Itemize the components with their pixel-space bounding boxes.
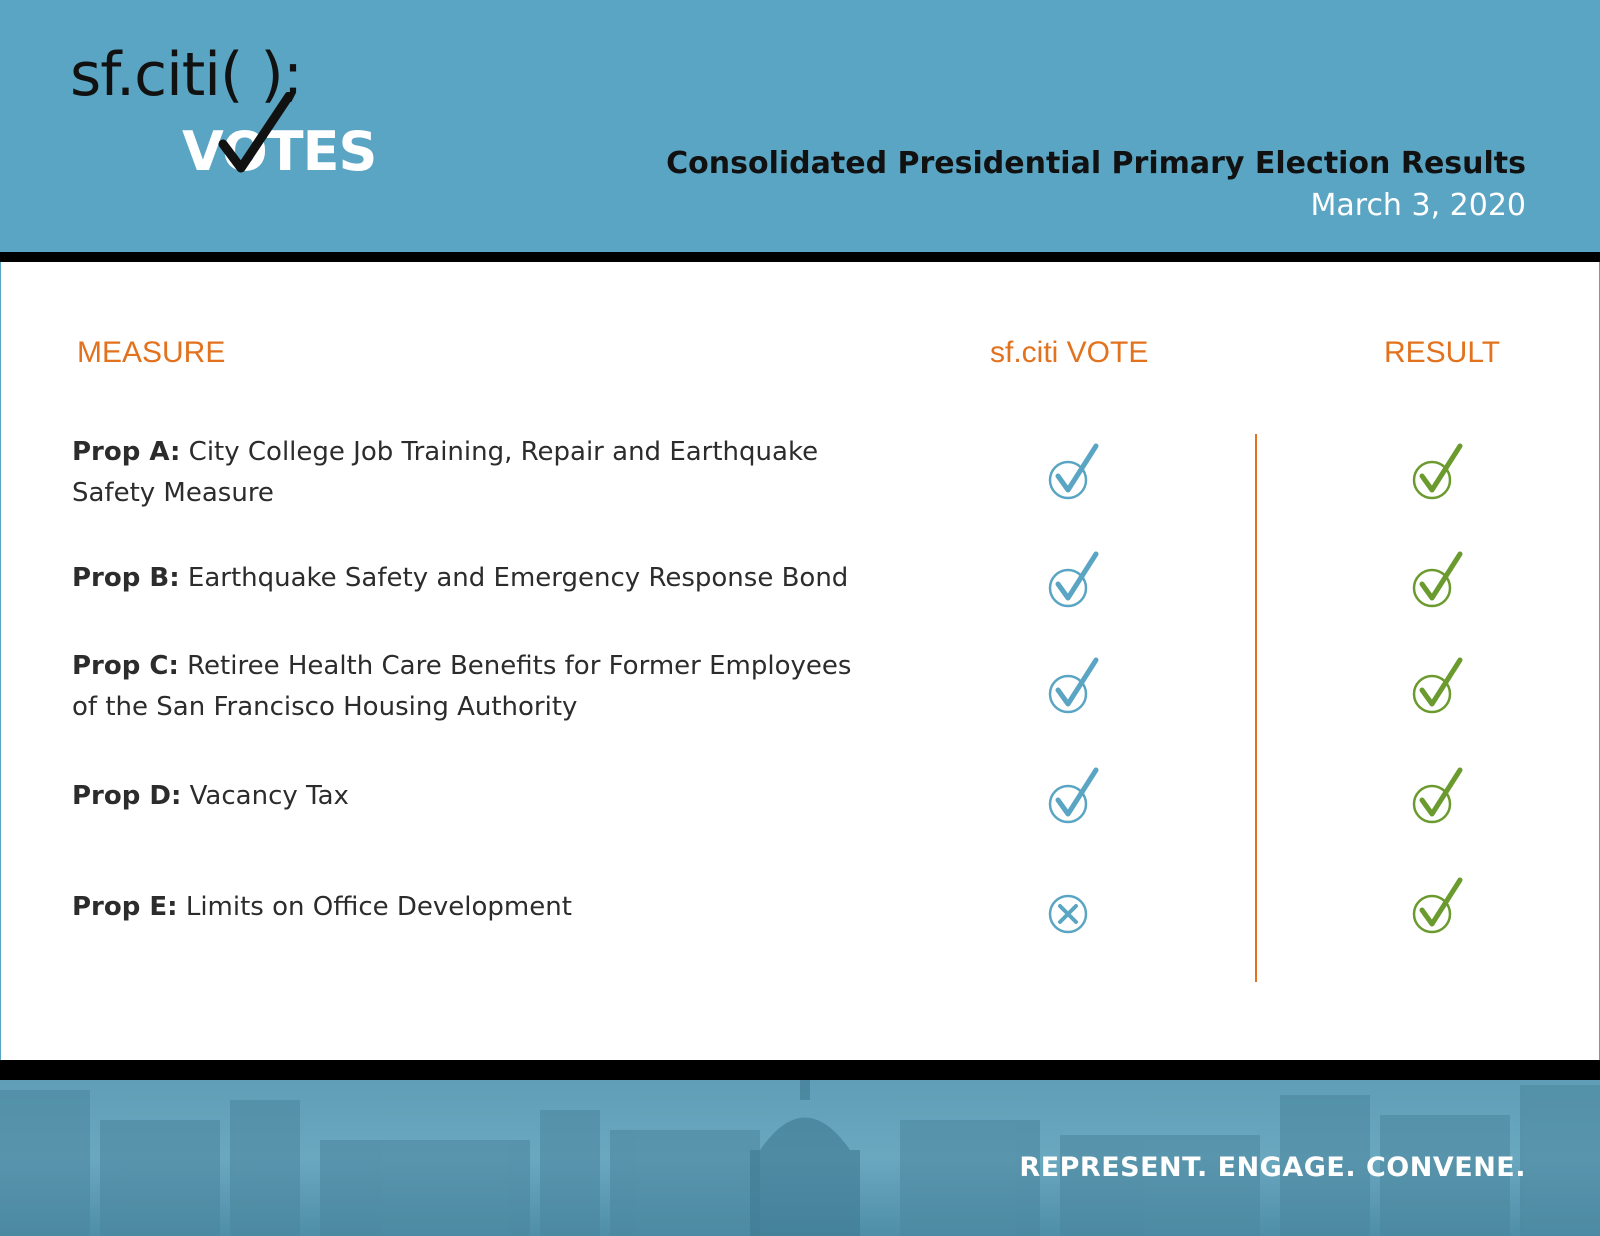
logo-votes-text: VOTES <box>182 120 377 183</box>
x-circle-icon <box>1046 872 1106 938</box>
prop-label: Prop B: <box>72 563 180 593</box>
header-divider <box>0 252 1600 262</box>
measure-row-a <box>72 432 872 514</box>
vote-mark-a <box>1046 438 1106 504</box>
check-circle-icon <box>1046 438 1106 504</box>
vote-mark-e <box>1046 872 1106 938</box>
prop-description: Earthquake Safety and Emergency Response Bond <box>187 563 849 593</box>
logo-text: sf.citi( ); <box>70 40 303 110</box>
prop-label: Prop C: <box>72 651 179 681</box>
election-date: March 3, 2020 <box>1310 188 1526 223</box>
vote-mark-b <box>1046 546 1106 612</box>
measure-row-b <box>72 558 872 599</box>
prop-description: Vacancy Tax <box>189 781 349 811</box>
vote-mark-c <box>1046 652 1106 718</box>
measure-row-e <box>72 887 872 928</box>
measure-row-c <box>72 646 872 728</box>
check-circle-icon <box>1410 546 1470 612</box>
column-header-result: RESULT <box>1384 336 1501 369</box>
column-header-vote: sf.citi VOTE <box>990 336 1149 369</box>
result-mark-c <box>1410 652 1470 718</box>
logo-check-icon <box>215 92 295 182</box>
footer-slogan: REPRESENT. ENGAGE. CONVENE. <box>1019 1152 1526 1183</box>
column-header-measure: MEASURE <box>77 336 226 369</box>
result-mark-a <box>1410 438 1470 504</box>
check-circle-icon <box>1046 652 1106 718</box>
footer-divider <box>0 1060 1600 1080</box>
prop-description: Limits on Office Development <box>185 892 572 922</box>
prop-description: City College Job Training, Repair and Earthquake Safety Measure <box>72 437 819 508</box>
prop-label: Prop E: <box>72 892 178 922</box>
result-mark-e <box>1410 872 1470 938</box>
header-banner <box>0 0 1600 252</box>
result-mark-d <box>1410 762 1470 828</box>
measure-row-d <box>72 776 872 817</box>
check-circle-icon <box>1046 762 1106 828</box>
check-circle-icon <box>1046 546 1106 612</box>
check-circle-icon <box>1410 762 1470 828</box>
page-title: Consolidated Presidential Primary Election Results <box>666 146 1526 181</box>
vote-mark-d <box>1046 762 1106 828</box>
check-circle-icon <box>1410 872 1470 938</box>
check-circle-icon <box>1410 652 1470 718</box>
prop-description: Retiree Health Care Benefits for Former Employees of the San Francisco Housing Authority <box>72 651 852 722</box>
result-mark-b <box>1410 546 1470 612</box>
column-divider <box>1255 434 1257 982</box>
prop-label: Prop D: <box>72 781 182 811</box>
prop-label: Prop A: <box>72 437 181 467</box>
check-circle-icon <box>1410 438 1470 504</box>
